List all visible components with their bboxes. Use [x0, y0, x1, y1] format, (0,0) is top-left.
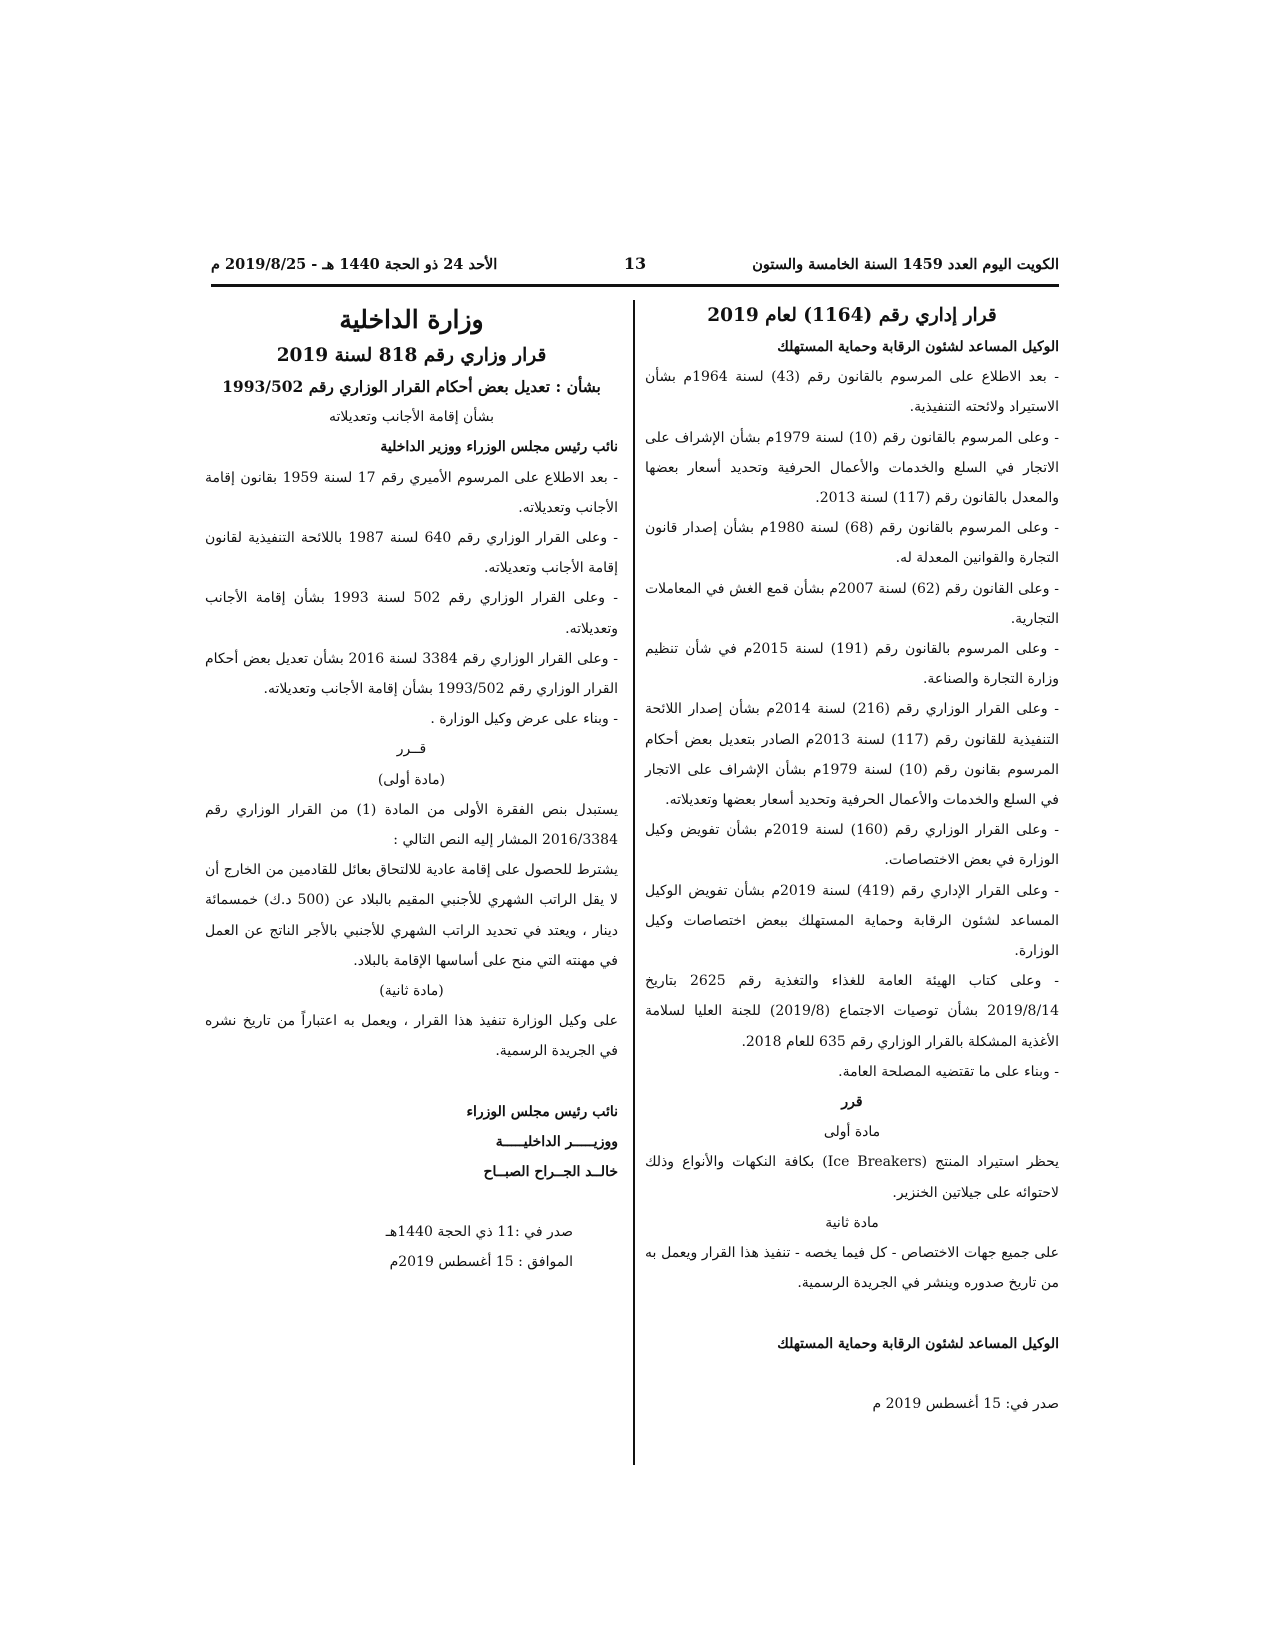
preamble-paragraph: - وعلى القرار الوزاري رقم 502 لسنة 1993 بشأن إقامة الأجانب وتعديلاته.: [205, 590, 618, 637]
preamble-paragraph: - بعد الاطلاع على المرسوم بالقانون رقم (43) لسنة 1964م بشأن الاستيراد ولائحته التنفيذية.: [645, 369, 1059, 416]
decision-subject-line2: بشأن إقامة الأجانب وتعديلاته: [329, 409, 494, 426]
signature-name: خالــد الجــراح الصبــاح: [483, 1164, 618, 1181]
issue-date-hijri: صدر في :11 ذي الحجة 1440هـ: [385, 1224, 573, 1241]
header-date: الأحد 24 ذو الحجة 1440 هـ - 2019/8/25 م: [211, 256, 498, 273]
preamble-paragraph: - وعلى القرار الوزاري رقم (216) لسنة 2014م بشأن إصدار اللائحة التنفيذية للقانون رقم (117) لسنة 2013م الصادر بتعديل بعض أحكام المرسوم بقانون رقم (10) لسنة 1979م بشأن الإشراف على الاتجار في السلع والخدمات والأعمال الحرفية وتحديد أسعار بعضها وتعديلاته.: [645, 701, 1059, 809]
article-text: يشترط للحصول على إقامة عادية للالتحاق بعائل للقادمين من الخارج أن لا يقل الراتب الشهري للأجنبي المقيم بالبلاد عن (500 د.ك) خمسمائة دينار ، ويعتد في تحديد الراتب الشهري للأجنبي بالأجر الناتج عن العمل في مهنته التي منح على أساسها الإقامة بالبلاد.: [205, 862, 618, 969]
preamble-paragraph: - وعلى كتاب الهيئة العامة للغذاء والتغذية رقم 2625 بتاريخ 2019/8/14 بشأن توصيات الاجتماع (2019/8) للجنة العليا لسلامة الأغذية المشكلة بالقرار الوزاري رقم 635 للعام 2018.: [645, 973, 1059, 1050]
preamble-paragraph: - بعد الاطلاع على المرسوم الأميري رقم 17 لسنة 1959 بقانون إقامة الأجانب وتعديلاته.: [205, 469, 618, 516]
preamble-paragraph: - وعلى القرار الوزاري رقم (160) لسنة 2019م بشأن تفويض وكيل الوزارة في بعض الاختصاصات.: [645, 822, 1059, 869]
preamble-paragraph: - وعلى القرار الإداري رقم (419) لسنة 2019م بشأن تفويض الوكيل المساعد لشئون الرقابة وحماية المستهلك ببعض اختصاصات وكيل الوزارة.: [645, 882, 1059, 960]
article-heading: مادة ثانية: [825, 1214, 879, 1231]
preamble-paragraph: - وعلى المرسوم بالقانون رقم (10) لسنة 1979م بشأن الإشراف على الاتجار في السلع والخدمات والأعمال الحرفية وتحديد أسعار بعضها والمعدل بالقانون رقم (117) لسنة 2013.: [645, 429, 1059, 507]
page-header: [211, 252, 1059, 278]
preamble-paragraph: - وبناء على عرض وكيل الوزارة .: [430, 711, 618, 728]
article-heading: (مادة ثانية): [379, 983, 444, 1000]
page-number: 13: [623, 254, 647, 273]
header-publication: الكويت اليوم العدد 1459 السنة الخامسة والستون: [752, 256, 1059, 273]
issue-date: صدر في: 15 أغسطس 2019 م: [872, 1395, 1059, 1412]
preamble-paragraph: - وعلى القرار الوزاري رقم 640 لسنة 1987 باللائحة التنفيذية لقانون إقامة الأجانب وتعديلاته.: [205, 530, 618, 577]
article-text: على جميع جهات الاختصاص - كل فيما يخصه - تنفيذ هذا القرار ويعمل به من تاريخ صدوره وينشر في الجريدة الرسمية.: [645, 1245, 1059, 1292]
right-column: [645, 300, 1059, 1419]
signature-title: ووزيـــــر الداخليـــــة: [495, 1133, 618, 1150]
decision-title: قرار وزاري رقم 818 لسنة 2019: [276, 345, 547, 366]
decision-title: قرار إداري رقم (1164) لعام 2019: [707, 305, 997, 326]
signature: الوكيل المساعد لشئون الرقابة وحماية المستهلك: [777, 1335, 1059, 1352]
decided-heading: قــرر: [396, 741, 427, 758]
left-column: [205, 300, 618, 1278]
column-divider: [633, 300, 635, 1465]
preamble-paragraph: - وعلى القانون رقم (62) لسنة 2007م بشأن قمع الغش في المعاملات التجارية.: [645, 580, 1059, 627]
issuer: الوكيل المساعد لشئون الرقابة وحماية المستهلك: [777, 339, 1059, 355]
preamble-paragraph: - وعلى المرسوم بالقانون رقم (68) لسنة 1980م بشأن إصدار قانون التجارة والقوانين المعدلة له.: [645, 520, 1059, 567]
issue-date-gregorian: الموافق : 15 أغسطس 2019م: [389, 1254, 573, 1271]
preamble-paragraph: - وبناء على ما تقتضيه المصلحة العامة.: [838, 1063, 1059, 1080]
preamble-paragraph: - وعلى المرسوم بالقانون رقم (191) لسنة 2015م في شأن تنظيم وزارة التجارة والصناعة.: [645, 641, 1059, 688]
article-text: يحظر استيراد المنتج (Ice Breakers) بكافة النكهات والأنواع وذلك لاحتوائه على جيلاتين الخنزير.: [645, 1154, 1059, 1201]
issuer: نائب رئيس مجلس الوزراء ووزير الداخلية: [380, 439, 618, 456]
header-rule: [211, 284, 1059, 287]
article-heading: (مادة أولى): [377, 771, 446, 788]
article-text: على وكيل الوزارة تنفيذ هذا القرار ، ويعمل به اعتباراً من تاريخ نشره في الجريدة الرسمية.: [205, 1013, 618, 1060]
signature-title: نائب رئيس مجلس الوزراء: [466, 1103, 618, 1120]
article-text: يستبدل بنص الفقرة الأولى من المادة (1) من القرار الوزاري رقم 2016/3384 المشار إليه النص التالي :: [205, 801, 619, 849]
article-heading: مادة أولى: [823, 1124, 881, 1141]
decision-subject: بشأن : تعديل بعض أحكام القرار الوزاري رقم 1993/502: [222, 377, 601, 396]
preamble-paragraph: - وعلى القرار الوزاري رقم 3384 لسنة 2016 بشأن تعديل بعض أحكام القرار الوزاري رقم 1993/502 بشأن إقامة الأجانب وتعديلاته.: [205, 650, 618, 698]
ministry-title: وزارة الداخلية: [339, 305, 484, 334]
decided-heading: قرر: [841, 1094, 863, 1111]
